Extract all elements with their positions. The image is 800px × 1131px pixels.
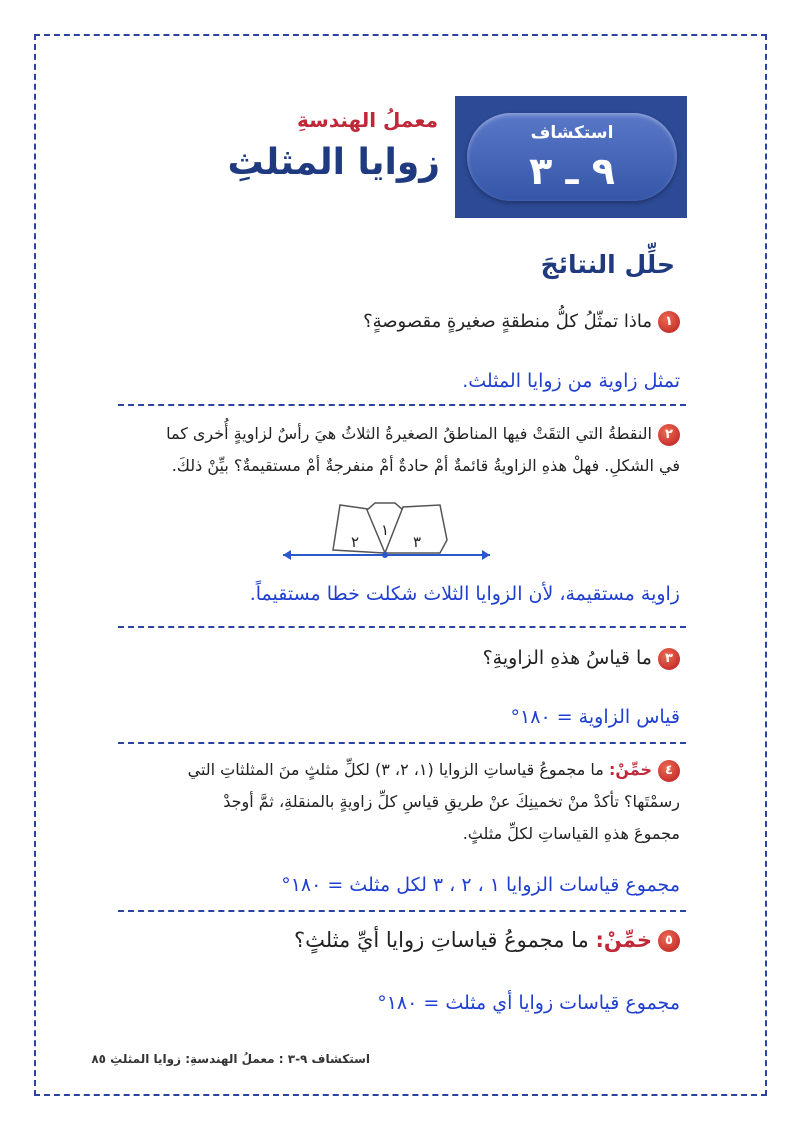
question-4 (118, 754, 680, 850)
angle-label: ٢ (350, 533, 360, 551)
answer-3: قياس الزاوية = ١٨٠° (510, 706, 680, 728)
section-title: حلِّل النتائجَ (540, 250, 675, 279)
separator (118, 742, 686, 744)
separator (118, 626, 686, 628)
page-footer: استكشاف ٩-٣ : معملُ الهندسةِ: زوايا المثلثِ ٨٥ (91, 1052, 370, 1066)
question-number-badge: ٥ (658, 930, 680, 952)
question-text: ماذا تمثّلُ كلُّ منطقةٍ صغيرةٍ مقصوصةٍ؟ (363, 311, 652, 332)
answer-5: مجموع قياسات زوايا أي مثلث = ١٨٠° (377, 992, 680, 1014)
question-text-line: مجموعَ هذهِ القياساتِ لكلِّ مثلثٍ. (462, 824, 680, 843)
question-text-line: في الشكلِ. فهلْ هذهِ الزاويةُ قائمةٌ أمْ حادةٌ أمْ منفرجةٌ أمْ مستقيمةٌ؟ بيِّنْ ذلكَ. (171, 456, 680, 475)
separator (118, 910, 686, 912)
page-title: زوايا المثلثِ (227, 142, 440, 183)
answer-1: تمثل زاوية من زوايا المثلث. (462, 370, 680, 392)
question-1 (250, 306, 680, 338)
lab-title: معملُ الهندسةِ (297, 108, 438, 132)
question-text: ما مجموعُ قياساتِ زوايا أيِّ مثلثٍ؟ (293, 928, 589, 952)
guess-label: خمِّنْ: (595, 928, 652, 952)
angle-label: ١ (380, 521, 390, 539)
explore-number: ٩ ـ ٣ (529, 149, 615, 193)
question-text-line: رسمْتَها؟ تأكدْ منْ تخمينِكَ عنْ طريقِ قياسِ كلِّ زاويةٍ بالمنقلةِ، ثمَّ أوجدْ (223, 792, 680, 811)
question-number-badge: ٣ (658, 648, 680, 670)
question-5 (200, 924, 680, 956)
question-2 (118, 418, 680, 482)
question-3 (300, 642, 680, 674)
explore-label: استكشاف (530, 123, 614, 143)
arrow-left-icon (283, 550, 291, 560)
question-text: ما قياسُ هذهِ الزاويةِ؟ (482, 647, 652, 669)
question-number-badge: ١ (658, 311, 680, 333)
question-number-badge: ٢ (658, 424, 680, 446)
question-text-line: النقطةُ التي التقَتْ فيها المناطقُ الصغيرةُ الثلاثُ هيَ رأسٌ لزاويةٍ أُخرى كما (166, 424, 652, 443)
guess-label: خمِّنْ: (608, 760, 652, 779)
angle-label: ٣ (412, 533, 422, 551)
arrow-right-icon (482, 550, 490, 560)
answer-4: مجموع قياسات الزوايا ١ ، ٢ ، ٣ لكل مثلث = ١٨٠° (281, 874, 680, 896)
question-text-line: ما مجموعُ قياساتِ الزوايا (١، ٢، ٣) لكلِّ مثلثٍ منَ المثلثاتِ التي (187, 760, 604, 779)
angles-diagram (275, 495, 495, 570)
answer-2: زاوية مستقيمة، لأن الزوايا الثلاث شكلت خطا مستقيماً. (249, 583, 680, 605)
explore-badge (467, 113, 677, 201)
separator (118, 404, 686, 406)
question-number-badge: ٤ (658, 760, 680, 782)
vertex-point (382, 552, 388, 558)
